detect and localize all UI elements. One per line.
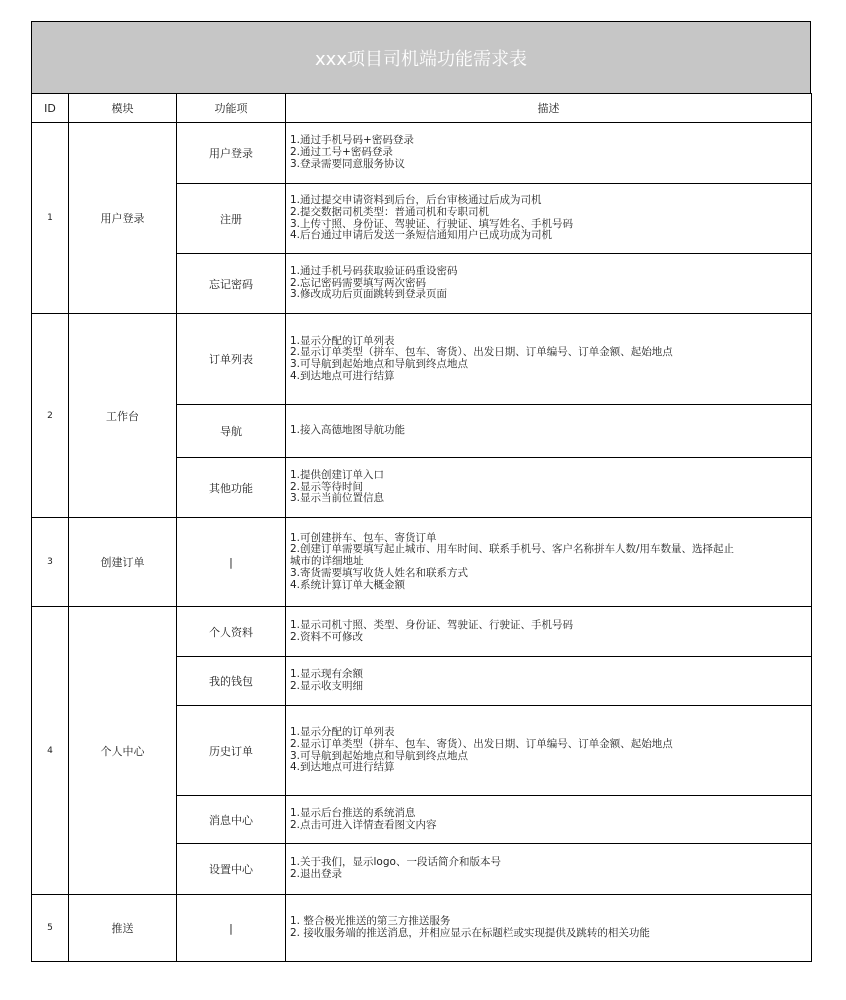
- table-row: [32, 123, 812, 184]
- description-cell: [286, 123, 812, 184]
- table-row: [32, 607, 812, 657]
- description-line: 2.点击可进入详情查看图文内容: [290, 818, 437, 831]
- row-id: 1: [32, 123, 69, 314]
- module-cell: 个人中心: [69, 607, 177, 895]
- description-line: 2.显示订单类型（拼车、包车、寄货）、出发日期、订单编号、订单金额、起始地点: [290, 737, 673, 750]
- header-module: 模块: [69, 94, 177, 123]
- table-row: [32, 518, 812, 607]
- module-cell: 用户登录: [69, 123, 177, 314]
- description-line: 1.显示分配的订单列表: [290, 726, 395, 739]
- description-line: 2.资料不可修改: [290, 630, 364, 643]
- description-line: 城市的详细地址: [290, 555, 364, 568]
- description-cell: [286, 405, 812, 458]
- module-cell: 创建订单: [69, 518, 177, 607]
- description-cell: [286, 706, 812, 796]
- function-cell: 设置中心: [177, 844, 286, 895]
- description-line: 1. 整合极光推送的第三方推送服务: [290, 915, 451, 928]
- description-cell: [286, 518, 812, 607]
- description-line: 3.显示当前位置信息: [290, 492, 385, 505]
- description-cell: [286, 796, 812, 844]
- description-line: 2.通过工号+密码登录: [290, 146, 393, 159]
- description-line: 3.可导航到起始地点和导航到终点地点: [290, 749, 469, 762]
- description-cell: [286, 314, 812, 405]
- function-cell: 历史订单: [177, 706, 286, 796]
- function-cell: |: [177, 518, 286, 607]
- description-line: 3.上传寸照、身份证、驾驶证、行驶证、填写姓名、手机号码: [290, 217, 574, 230]
- description-line: 1.显示分配的订单列表: [290, 334, 395, 347]
- description-line: 3.可导航到起始地点和导航到终点地点: [290, 358, 469, 370]
- row-id: 2: [32, 314, 69, 518]
- description-cell: [286, 184, 812, 254]
- description-line: 2.提交数据司机类型：普通司机和专职司机: [290, 205, 490, 218]
- description-line: 2.显示收支明细: [290, 680, 364, 692]
- module-cell: 工作台: [69, 314, 177, 518]
- description-line: 2.忘记密码需要填写两次密码: [290, 276, 427, 289]
- description-cell: [286, 657, 812, 706]
- description-line: 2.退出登录: [290, 868, 343, 880]
- function-cell: 个人资料: [177, 607, 286, 657]
- description-line: 1.显示后台推送的系统消息: [290, 806, 416, 819]
- function-cell: 其他功能: [177, 458, 286, 518]
- function-cell: 消息中心: [177, 796, 286, 844]
- function-cell: 订单列表: [177, 314, 286, 405]
- description-line: 1.可创建拼车、包车、寄货订单: [290, 531, 437, 544]
- description-line: 4.到达地点可进行结算: [290, 369, 395, 382]
- description-line: 2. 接收服务端的推送消息，并相应显示在标题栏或实现提供及跳转的相关功能: [290, 927, 650, 939]
- function-cell: 忘记密码: [177, 254, 286, 314]
- description-line: 1.显示司机寸照、类型、身份证、驾驶证、行驶证、手机号码: [290, 618, 574, 631]
- function-cell: 导航: [177, 405, 286, 458]
- title-bar: [31, 21, 811, 94]
- description-cell: [286, 895, 812, 962]
- function-cell: 用户登录: [177, 123, 286, 184]
- description-cell: [286, 458, 812, 518]
- description-line: 2.创建订单需要填写起止城市、用车时间、联系手机号、客户名称拼车人数/用车数量、选择起止: [290, 543, 735, 556]
- description-line: 1.提供创建订单入口: [290, 468, 385, 481]
- description-line: 4.后台通过申请后发送一条短信通知用户已成功成为司机: [290, 229, 553, 242]
- description-line: 1.显示现有余额: [290, 668, 364, 681]
- row-id: 4: [32, 607, 69, 895]
- function-cell: |: [177, 895, 286, 962]
- description-line: 4.系统计算订单大概金额: [290, 578, 406, 591]
- description-line: 3.登录需要同意服务协议: [290, 157, 406, 170]
- description-line: 2.显示订单类型（拼车、包车、寄货）、出发日期、订单编号、订单金额、起始地点: [290, 346, 673, 359]
- header-row: [32, 94, 812, 123]
- description-line: 1.通过手机号码获取验证码重设密码: [290, 264, 458, 277]
- description-cell: [286, 254, 812, 314]
- module-cell: 推送: [69, 895, 177, 962]
- description-line: 1.通过提交申请资料到后台，后台审核通过后成为司机: [290, 194, 542, 207]
- function-cell: 注册: [177, 184, 286, 254]
- description-line: 2.显示等待时间: [290, 480, 364, 493]
- description-line: 1.关于我们，显示logo、一段话简介和版本号: [290, 856, 501, 869]
- function-cell: 我的钱包: [177, 657, 286, 706]
- description-cell: [286, 844, 812, 895]
- description-line: 3.寄货需要填写收货人姓名和联系方式: [290, 566, 469, 579]
- header-description: 描述: [286, 94, 812, 123]
- table-row: [32, 895, 812, 962]
- description-line: 1.通过手机号码+密码登录: [290, 134, 414, 147]
- row-id: 5: [32, 895, 69, 962]
- header-function: 功能项: [177, 94, 286, 123]
- row-id: 3: [32, 518, 69, 607]
- description-cell: [286, 607, 812, 657]
- description-line: 4.到达地点可进行结算: [290, 761, 395, 774]
- page-title: xxx项目司机端功能需求表: [315, 48, 527, 70]
- table-row: [32, 314, 812, 405]
- header-id: ID: [32, 94, 69, 123]
- requirements-table: [31, 93, 812, 962]
- description-line: 1.接入高德地图导航功能: [290, 424, 406, 437]
- description-line: 3.修改成功后页面跳转到登录页面: [290, 288, 448, 301]
- requirements-sheet: [31, 21, 811, 962]
